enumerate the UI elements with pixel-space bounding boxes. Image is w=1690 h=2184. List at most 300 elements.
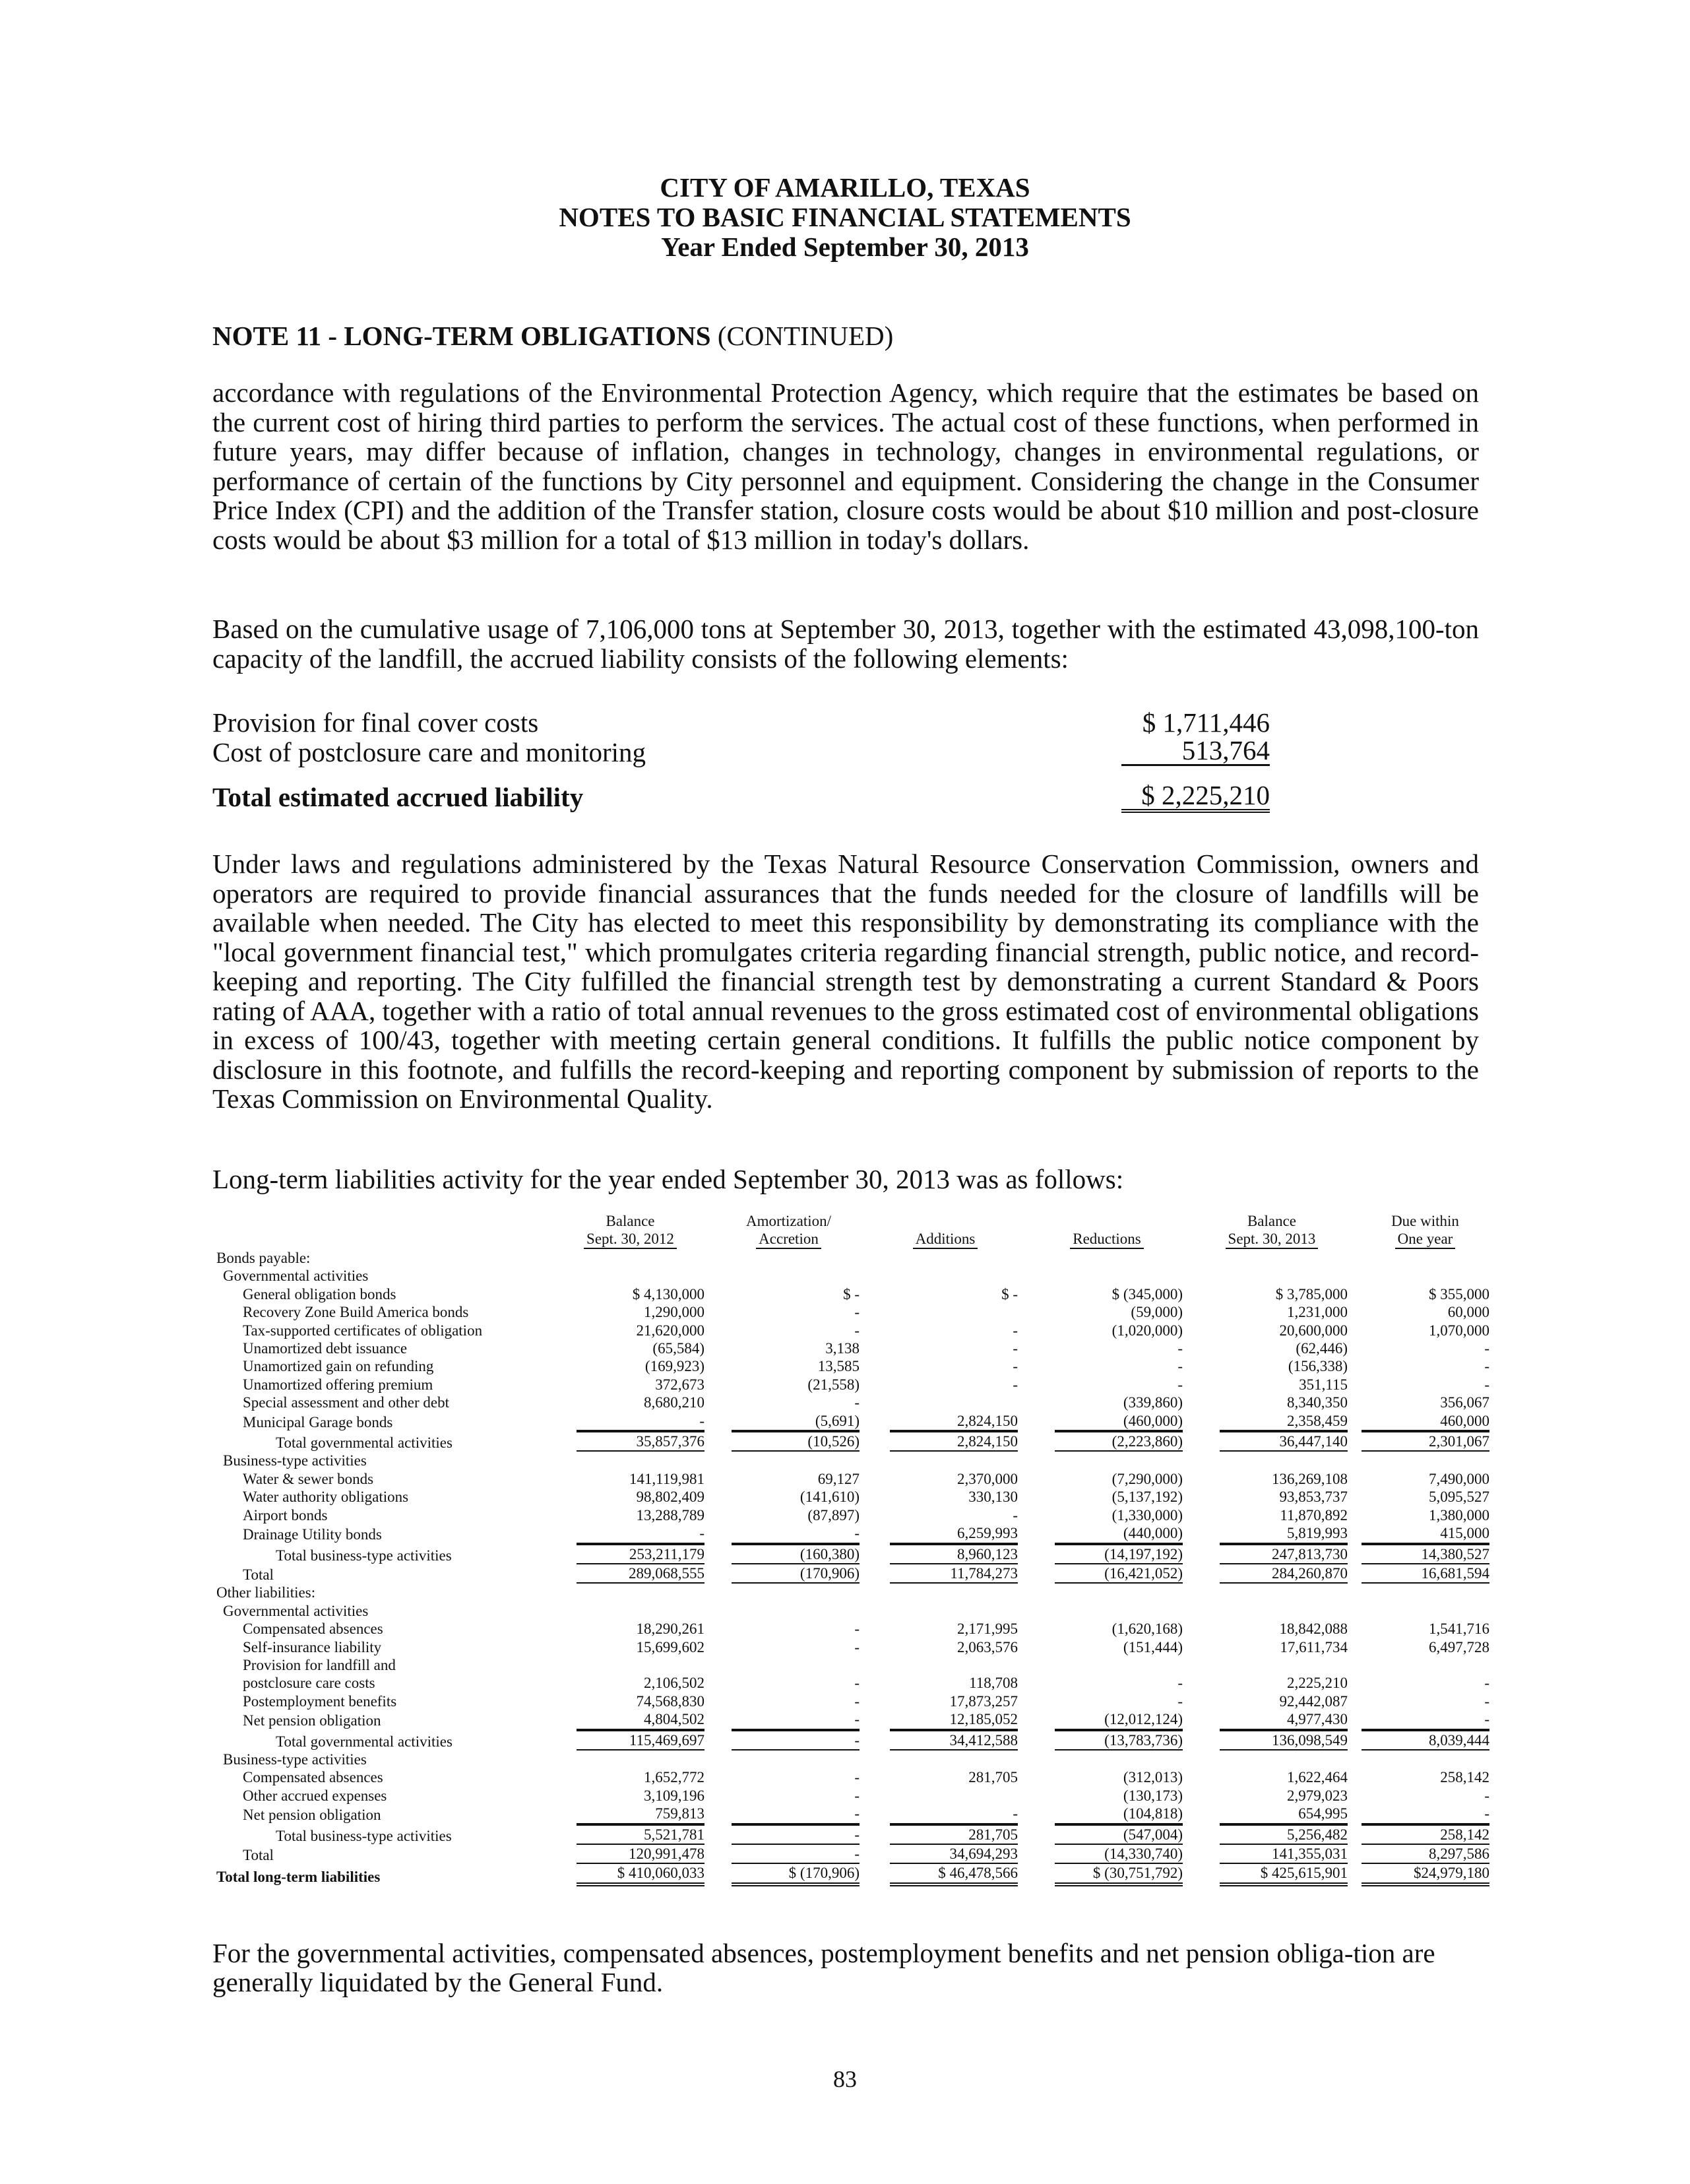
cell-balance-2013: (62,446) [1296, 1340, 1348, 1357]
cell-due-within-one-year: - [1484, 1787, 1489, 1804]
row-label: General obligation bonds [243, 1285, 396, 1302]
table-row [216, 1452, 1496, 1469]
row-label: Other liabilities: [216, 1584, 316, 1601]
cell-reductions: (13,783,736) [1024, 1730, 1189, 1750]
cell-amortization: $ (170,906) [711, 1864, 866, 1886]
cell-balance-2012: (169,923) [644, 1358, 704, 1375]
cell-due-within-one-year: - [1484, 1376, 1489, 1393]
cell-due-within-one-year: 8,039,444 [1354, 1730, 1496, 1750]
table-row [216, 1339, 1496, 1357]
cell-due-within-one-year: - [1354, 1710, 1496, 1729]
cell-due-within-one-year: 5,095,527 [1429, 1489, 1489, 1506]
cell-balance-2012: 21,620,000 [636, 1322, 704, 1339]
cell-amortization: - [711, 1524, 866, 1543]
table-row [216, 1620, 1496, 1638]
cell-additions: 11,784,273 [866, 1564, 1024, 1584]
table-row [216, 1692, 1496, 1710]
row-label: Drainage Utility bonds [243, 1526, 382, 1543]
cell-balance-2013: 17,611,734 [1280, 1638, 1348, 1655]
cell-balance-2013 [1189, 1750, 1354, 1768]
row-label: Total business-type activities [276, 1827, 452, 1844]
cell-amortization: 13,585 [817, 1358, 860, 1375]
table-row [216, 1303, 1496, 1321]
row-label: Compensated absences [243, 1769, 383, 1786]
cell-balance-2013: 8,340,350 [1287, 1394, 1348, 1411]
cell-due-within-one-year [1354, 1452, 1496, 1469]
cell-due-within-one-year [1354, 1584, 1496, 1601]
cell-balance-2013: 247,813,730 [1189, 1544, 1354, 1564]
cell-additions: 2,370,000 [957, 1470, 1018, 1487]
row-label: Recovery Zone Build America bonds [243, 1304, 469, 1321]
header-reductions: Reductions [1024, 1212, 1189, 1249]
cell-additions: - [1013, 1376, 1018, 1393]
cell-amortization: (160,380) [711, 1544, 866, 1564]
table-row [216, 1376, 1496, 1394]
cell-balance-2012: $ 4,130,000 [632, 1285, 704, 1302]
cell-additions [866, 1584, 1024, 1601]
cell-amortization: - [711, 1730, 866, 1750]
row-label: Governmental activities [223, 1268, 369, 1285]
row-label: Postemployment benefits [243, 1692, 397, 1710]
element-label-postclosure: Cost of postclosure care and monitoring [212, 737, 646, 767]
cell-balance-2012: 1,652,772 [644, 1769, 704, 1786]
cell-due-within-one-year: 1,541,716 [1429, 1621, 1489, 1638]
row-label: Total business-type activities [276, 1547, 452, 1564]
cell-balance-2013: 92,442,087 [1279, 1692, 1348, 1710]
row-label: Special assessment and other debt [243, 1394, 449, 1411]
note-title [212, 320, 893, 352]
table-row [216, 1750, 1496, 1768]
cell-additions: 2,824,150 [866, 1412, 1024, 1431]
table-body [216, 1249, 1496, 1886]
cell-balance-2012 [549, 1584, 711, 1601]
table-row [216, 1267, 1496, 1285]
row-label: Water authority obligations [243, 1489, 409, 1506]
cell-reductions: - [1177, 1358, 1183, 1375]
table-header-row [216, 1212, 1496, 1249]
cell-balance-2013 [1189, 1602, 1354, 1620]
cell-due-within-one-year: $ 355,000 [1429, 1285, 1489, 1302]
cell-reductions [1024, 1656, 1189, 1674]
cell-due-within-one-year: - [1484, 1358, 1489, 1375]
element-amount-postclosure: 513,764 [1121, 736, 1270, 766]
cell-amortization: - [854, 1638, 860, 1655]
cell-balance-2012: 289,068,555 [549, 1564, 711, 1584]
table-row [216, 1544, 1496, 1564]
cell-reductions: - [1177, 1675, 1183, 1692]
row-label: Water & sewer bonds [243, 1470, 374, 1487]
cell-due-within-one-year: 2,301,067 [1354, 1431, 1496, 1452]
cell-amortization [711, 1452, 866, 1469]
cell-balance-2013 [1189, 1452, 1354, 1469]
cell-balance-2013: 2,358,459 [1189, 1412, 1354, 1431]
table-row [216, 1285, 1496, 1303]
cell-balance-2012: - [549, 1412, 711, 1431]
cell-due-within-one-year: 8,297,586 [1354, 1845, 1496, 1864]
table-row [216, 1564, 1496, 1584]
cell-additions: 12,185,052 [866, 1710, 1024, 1729]
cell-balance-2012: 74,568,830 [636, 1692, 704, 1710]
cell-due-within-one-year [1354, 1656, 1496, 1674]
header-label [216, 1212, 549, 1249]
cell-amortization: - [854, 1769, 860, 1786]
cell-additions: - [1013, 1322, 1018, 1339]
cell-amortization: - [854, 1394, 860, 1411]
cell-additions [866, 1303, 1024, 1321]
table-row [216, 1710, 1496, 1729]
cell-balance-2012: (65,584) [652, 1340, 704, 1357]
table-row [216, 1412, 1496, 1431]
cell-balance-2012: 2,106,502 [644, 1675, 704, 1692]
cell-additions [866, 1787, 1024, 1805]
header-balance-2013: Balance Sept. 30, 2013 [1189, 1212, 1354, 1249]
cell-reductions: (59,000) [1131, 1304, 1183, 1321]
cell-balance-2012: $ 410,060,033 [549, 1864, 711, 1886]
cell-balance-2012: 35,857,376 [549, 1431, 711, 1452]
cell-reductions [1024, 1249, 1189, 1267]
cell-amortization [711, 1584, 866, 1601]
element-amount-final-cover: $ 1,711,446 [1142, 707, 1270, 738]
cell-reductions [1024, 1452, 1189, 1469]
cell-balance-2012: 15,699,602 [636, 1638, 704, 1655]
cell-reductions: (2,223,860) [1024, 1431, 1189, 1452]
cell-reductions [1024, 1267, 1189, 1285]
cell-reductions: (151,444) [1123, 1638, 1183, 1655]
page-number: 83 [833, 2066, 857, 2092]
header-line-2: NOTES TO BASIC FINANCIAL STATEMENTS [559, 202, 1131, 232]
cell-reductions [1024, 1750, 1189, 1768]
cell-reductions: $ (345,000) [1111, 1285, 1183, 1302]
cell-reductions: $ (30,751,792) [1024, 1864, 1189, 1886]
cell-balance-2012 [549, 1249, 711, 1267]
cell-additions: - [1013, 1340, 1018, 1357]
cell-additions [866, 1452, 1024, 1469]
cell-amortization: (21,558) [807, 1376, 860, 1393]
cell-reductions: - [1177, 1692, 1183, 1710]
paragraph-closure-costs: accordance with regulations of the Environmental Protection Agency, which require that the estimates be based on the current cost of hiring third parties to perform the services. The actual cost of these functions, when performed in future years, may differ because of inflation, changes in technology, changes in environmental regulations, or performance of certain of the functions by City personnel and equipment. Considering the change in the Consumer Price Index (CPI) and the addition of the Transfer station, closure costs would be about $10 million and post-closure costs would be about $3 million for a total of $13 million in today's dollars. [212, 377, 1479, 555]
element-label-final-cover: Provision for final cover costs [212, 707, 539, 738]
cell-due-within-one-year: 16,681,594 [1354, 1564, 1496, 1584]
row-label: Bonds payable: [216, 1250, 311, 1266]
cell-due-within-one-year: - [1354, 1805, 1496, 1824]
row-label: Airport bonds [243, 1506, 328, 1524]
table-row [216, 1768, 1496, 1786]
cell-balance-2012: 141,119,981 [629, 1470, 704, 1487]
row-label: Self-insurance liability [243, 1638, 382, 1655]
cell-due-within-one-year: 258,142 [1440, 1769, 1489, 1786]
cell-due-within-one-year [1354, 1267, 1496, 1285]
note-title-bold: NOTE 11 - LONG-TERM OBLIGATIONS [212, 321, 711, 351]
row-label: Governmental activities [223, 1602, 369, 1619]
cell-balance-2012 [549, 1602, 711, 1620]
cell-balance-2012: 8,680,210 [644, 1394, 704, 1411]
cell-additions: 8,960,123 [866, 1544, 1024, 1564]
cell-additions: 6,259,993 [866, 1524, 1024, 1543]
cell-additions: $ 46,478,566 [866, 1864, 1024, 1886]
cell-due-within-one-year: 460,000 [1354, 1412, 1496, 1431]
row-label: postclosure care costs [243, 1675, 375, 1692]
cell-due-within-one-year: - [1484, 1675, 1489, 1692]
cell-amortization: - [854, 1322, 860, 1339]
table-row [216, 1470, 1496, 1488]
cell-due-within-one-year: 7,490,000 [1429, 1470, 1489, 1487]
cell-additions [866, 1602, 1024, 1620]
cell-reductions: (14,330,740) [1024, 1845, 1189, 1864]
cell-balance-2013: (156,338) [1288, 1358, 1348, 1375]
cell-amortization [711, 1750, 866, 1768]
cell-amortization: (170,906) [711, 1564, 866, 1584]
cell-amortization [711, 1602, 866, 1620]
cell-due-within-one-year: 6,497,728 [1429, 1638, 1489, 1655]
row-label: Other accrued expenses [243, 1787, 387, 1804]
cell-additions [866, 1394, 1024, 1411]
cell-additions: 118,708 [969, 1675, 1018, 1692]
cell-balance-2012: 372,673 [655, 1376, 704, 1393]
cell-due-within-one-year: 258,142 [1354, 1824, 1496, 1845]
table-row [216, 1805, 1496, 1824]
cell-balance-2012: 1,290,000 [644, 1304, 704, 1321]
cell-additions [866, 1267, 1024, 1285]
cell-reductions: (130,173) [1123, 1787, 1183, 1804]
cell-due-within-one-year: 14,380,527 [1354, 1544, 1496, 1564]
header-line-3: Year Ended September 30, 2013 [661, 232, 1029, 262]
row-label: Business-type activities [223, 1750, 367, 1768]
table-row [216, 1249, 1496, 1267]
cell-reductions: (104,818) [1024, 1805, 1189, 1824]
cell-balance-2012: 3,109,196 [644, 1787, 704, 1804]
table-row [216, 1322, 1496, 1339]
cell-reductions: (1,620,168) [1111, 1621, 1183, 1638]
cell-balance-2012: - [549, 1524, 711, 1543]
long-term-liabilities-table [216, 1212, 1496, 1886]
cell-balance-2012: 253,211,179 [549, 1544, 711, 1564]
cell-due-within-one-year [1354, 1750, 1496, 1768]
cell-additions [866, 1656, 1024, 1674]
cell-amortization: (10,526) [711, 1431, 866, 1452]
cell-additions: 2,824,150 [866, 1431, 1024, 1452]
cell-balance-2012 [549, 1750, 711, 1768]
cell-reductions: (16,421,052) [1024, 1564, 1189, 1584]
cell-due-within-one-year: - [1484, 1340, 1489, 1357]
table-row [216, 1584, 1496, 1601]
cell-amortization: - [711, 1710, 866, 1729]
cell-due-within-one-year [1354, 1602, 1496, 1620]
cell-balance-2013 [1189, 1249, 1354, 1267]
row-label: Total [243, 1566, 274, 1583]
cell-balance-2013: 5,256,482 [1189, 1824, 1354, 1845]
table-row [216, 1602, 1496, 1620]
cell-additions: 17,873,257 [949, 1692, 1018, 1710]
cell-balance-2013 [1189, 1656, 1354, 1674]
row-label: Unamortized debt issuance [243, 1340, 408, 1357]
cell-due-within-one-year: 1,070,000 [1429, 1322, 1489, 1339]
cell-reductions: (547,004) [1024, 1824, 1189, 1845]
cell-additions: 34,694,293 [866, 1845, 1024, 1864]
table-row [216, 1787, 1496, 1805]
row-label: Tax-supported certificates of obligation [243, 1322, 483, 1339]
cell-balance-2012: 120,991,478 [549, 1845, 711, 1864]
table-row [216, 1524, 1496, 1543]
cell-balance-2013: 284,260,870 [1189, 1564, 1354, 1584]
cell-amortization: - [854, 1787, 860, 1804]
cell-balance-2013: 93,853,737 [1279, 1489, 1348, 1506]
cell-balance-2013: 1,231,000 [1287, 1304, 1348, 1321]
cell-balance-2013: 351,115 [1299, 1376, 1348, 1393]
cell-balance-2013: 11,870,892 [1280, 1506, 1348, 1524]
cell-additions: 281,705 [968, 1769, 1018, 1786]
cell-balance-2013: 141,355,031 [1189, 1845, 1354, 1864]
cell-amortization: $ - [843, 1285, 860, 1302]
cell-additions: - [866, 1805, 1024, 1824]
cell-balance-2013: 1,622,464 [1287, 1769, 1348, 1786]
cell-amortization: - [711, 1845, 866, 1864]
paragraph-financial-assurance: Under laws and regulations administered by the Texas Natural Resource Conservation Commission, owners and operators are required to provide financial assurances that the funds needed for the closure of landfills will be available when needed. The City has elected to meet this responsibility by demonstrating its compliance with the "local government financial test," which promulgates criteria regarding financial strength, public notice, and record-keeping and reporting. The City fulfilled the financial strength test by demonstrating a current Standard & Poors rating of AAA, together with a ratio of total annual revenues to the gross estimated cost of environmental obligations in excess of 100/43, together with meeting certain general conditions. It fulfills the public notice component by disclosure in this footnote, and fulfills the record-keeping and reporting component by submission of reports to the Texas Commission on Environmental Quality. [212, 849, 1479, 1114]
cell-amortization: - [854, 1621, 860, 1638]
note-title-continued: (CONTINUED) [710, 321, 894, 351]
cell-due-within-one-year: $24,979,180 [1354, 1864, 1496, 1886]
table-row [216, 1394, 1496, 1411]
row-label: Business-type activities [223, 1452, 367, 1469]
row-label: Total governmental activities [276, 1434, 453, 1452]
table-row [216, 1824, 1496, 1845]
cell-balance-2012 [549, 1452, 711, 1469]
cell-reductions: (14,197,192) [1024, 1544, 1189, 1564]
header-due-within-one-year: Due within One year [1354, 1212, 1496, 1249]
cell-balance-2013: $ 3,785,000 [1275, 1285, 1348, 1302]
cell-reductions: (460,000) [1024, 1412, 1189, 1431]
cell-reductions [1024, 1602, 1189, 1620]
cell-balance-2013: 136,098,549 [1189, 1730, 1354, 1750]
row-label: Municipal Garage bonds [243, 1413, 393, 1430]
cell-amortization: 69,127 [817, 1470, 860, 1487]
cell-additions: - [1013, 1506, 1018, 1524]
row-label: Total governmental activities [276, 1733, 453, 1750]
cell-additions: - [1013, 1358, 1018, 1375]
cell-additions: 2,171,995 [957, 1621, 1018, 1638]
cell-balance-2013 [1189, 1267, 1354, 1285]
cell-amortization: (87,897) [807, 1506, 860, 1524]
cell-due-within-one-year: 60,000 [1447, 1304, 1489, 1321]
element-amount-total: $ 2,225,210 [1121, 781, 1270, 813]
header-line-1: CITY OF AMARILLO, TEXAS [660, 172, 1030, 203]
cell-balance-2013: 136,269,108 [1272, 1470, 1348, 1487]
cell-balance-2012: 759,813 [549, 1805, 711, 1824]
table-row [216, 1845, 1496, 1864]
cell-reductions: (312,013) [1123, 1769, 1183, 1786]
table-row [216, 1506, 1496, 1524]
table-row [216, 1431, 1496, 1452]
cell-balance-2012: 18,290,261 [636, 1621, 704, 1638]
cell-balance-2013: $ 425,615,901 [1189, 1864, 1354, 1886]
cell-balance-2013: 4,977,430 [1189, 1710, 1354, 1729]
cell-reductions: (339,860) [1123, 1394, 1183, 1411]
cell-balance-2012: 115,469,697 [549, 1730, 711, 1750]
cell-balance-2013: 2,225,210 [1287, 1675, 1348, 1692]
cell-balance-2013: 654,995 [1189, 1805, 1354, 1824]
cell-amortization: (141,610) [799, 1489, 860, 1506]
cell-balance-2013: 2,979,023 [1287, 1787, 1348, 1804]
header-additions: Additions [866, 1212, 1024, 1249]
row-label: Provision for landfill and [243, 1656, 396, 1673]
cell-amortization [711, 1656, 866, 1674]
cell-due-within-one-year [1354, 1249, 1496, 1267]
cell-amortization [711, 1249, 866, 1267]
row-label: Total long-term liabilities [216, 1869, 381, 1886]
cell-additions: 330,130 [968, 1489, 1018, 1506]
paragraph-activity-intro: Long-term liabilities activity for the year ended September 30, 2013 was as follows: [212, 1164, 1124, 1194]
cell-amortization [711, 1267, 866, 1285]
table-row [216, 1730, 1496, 1750]
table-row [216, 1638, 1496, 1656]
cell-reductions: (12,012,124) [1024, 1710, 1189, 1729]
table-row [216, 1864, 1496, 1886]
cell-amortization: - [854, 1304, 860, 1321]
cell-amortization: - [854, 1675, 860, 1692]
cell-balance-2012 [549, 1656, 711, 1674]
row-label: Compensated absences [243, 1621, 383, 1638]
cell-balance-2013: 18,842,088 [1279, 1621, 1348, 1638]
header-amortization: Amortization/ Accretion [711, 1212, 866, 1249]
cell-balance-2012: 98,802,409 [636, 1489, 704, 1506]
cell-amortization: (5,691) [711, 1412, 866, 1431]
element-label-total: Total estimated accrued liability [212, 782, 584, 812]
cell-amortization: 3,138 [825, 1340, 860, 1357]
cell-reductions [1024, 1584, 1189, 1601]
cell-balance-2012: 5,521,781 [549, 1824, 711, 1845]
cell-due-within-one-year: 415,000 [1354, 1524, 1496, 1543]
cell-due-within-one-year: 356,067 [1440, 1394, 1489, 1411]
header-balance-2012: Balance Sept. 30, 2012 [549, 1212, 711, 1249]
row-label: Unamortized offering premium [243, 1376, 433, 1393]
cell-balance-2013: 20,600,000 [1279, 1322, 1348, 1339]
cell-reductions: (1,330,000) [1111, 1506, 1183, 1524]
cell-reductions: (440,000) [1024, 1524, 1189, 1543]
cell-additions [866, 1750, 1024, 1768]
cell-amortization: - [711, 1824, 866, 1845]
cell-additions: 34,412,588 [866, 1730, 1024, 1750]
cell-reductions: (7,290,000) [1111, 1470, 1183, 1487]
cell-additions: $ - [1001, 1285, 1018, 1302]
paragraph-cumulative-usage: Based on the cumulative usage of 7,106,000 tons at September 30, 2013, together with the estimated 43,098,100-ton capacity of the landfill, the accrued liability consists of the following elements: [212, 614, 1479, 674]
cell-additions [866, 1249, 1024, 1267]
cell-balance-2012 [549, 1267, 711, 1285]
cell-additions: 281,705 [866, 1824, 1024, 1845]
cell-reductions: (5,137,192) [1111, 1489, 1183, 1506]
table-row [216, 1674, 1496, 1692]
cell-balance-2013 [1189, 1584, 1354, 1601]
cell-balance-2013: 5,819,993 [1189, 1524, 1354, 1543]
table-row [216, 1488, 1496, 1506]
table-row [216, 1656, 1496, 1674]
paragraph-liquidation: For the governmental activities, compensated absences, postemployment benefits and net pension obliga-tion are generally liquidated by the General Fund. [212, 1938, 1435, 1997]
row-label: Total [243, 1847, 274, 1863]
cell-due-within-one-year: 1,380,000 [1429, 1506, 1489, 1524]
table-row [216, 1357, 1496, 1375]
cell-reductions: - [1177, 1340, 1183, 1357]
cell-due-within-one-year: - [1484, 1692, 1489, 1710]
cell-balance-2012: 13,288,789 [636, 1506, 704, 1524]
row-label: Net pension obligation [243, 1807, 381, 1824]
cell-balance-2013: 36,447,140 [1189, 1431, 1354, 1452]
row-label: Unamortized gain on refunding [243, 1358, 434, 1375]
cell-amortization: - [854, 1692, 860, 1710]
cell-additions: 2,063,576 [957, 1638, 1018, 1655]
row-label: Net pension obligation [243, 1712, 381, 1729]
cell-reductions: - [1177, 1376, 1183, 1393]
cell-reductions: (1,020,000) [1111, 1322, 1183, 1339]
cell-balance-2012: 4,804,502 [549, 1710, 711, 1729]
cell-amortization: - [711, 1805, 866, 1824]
